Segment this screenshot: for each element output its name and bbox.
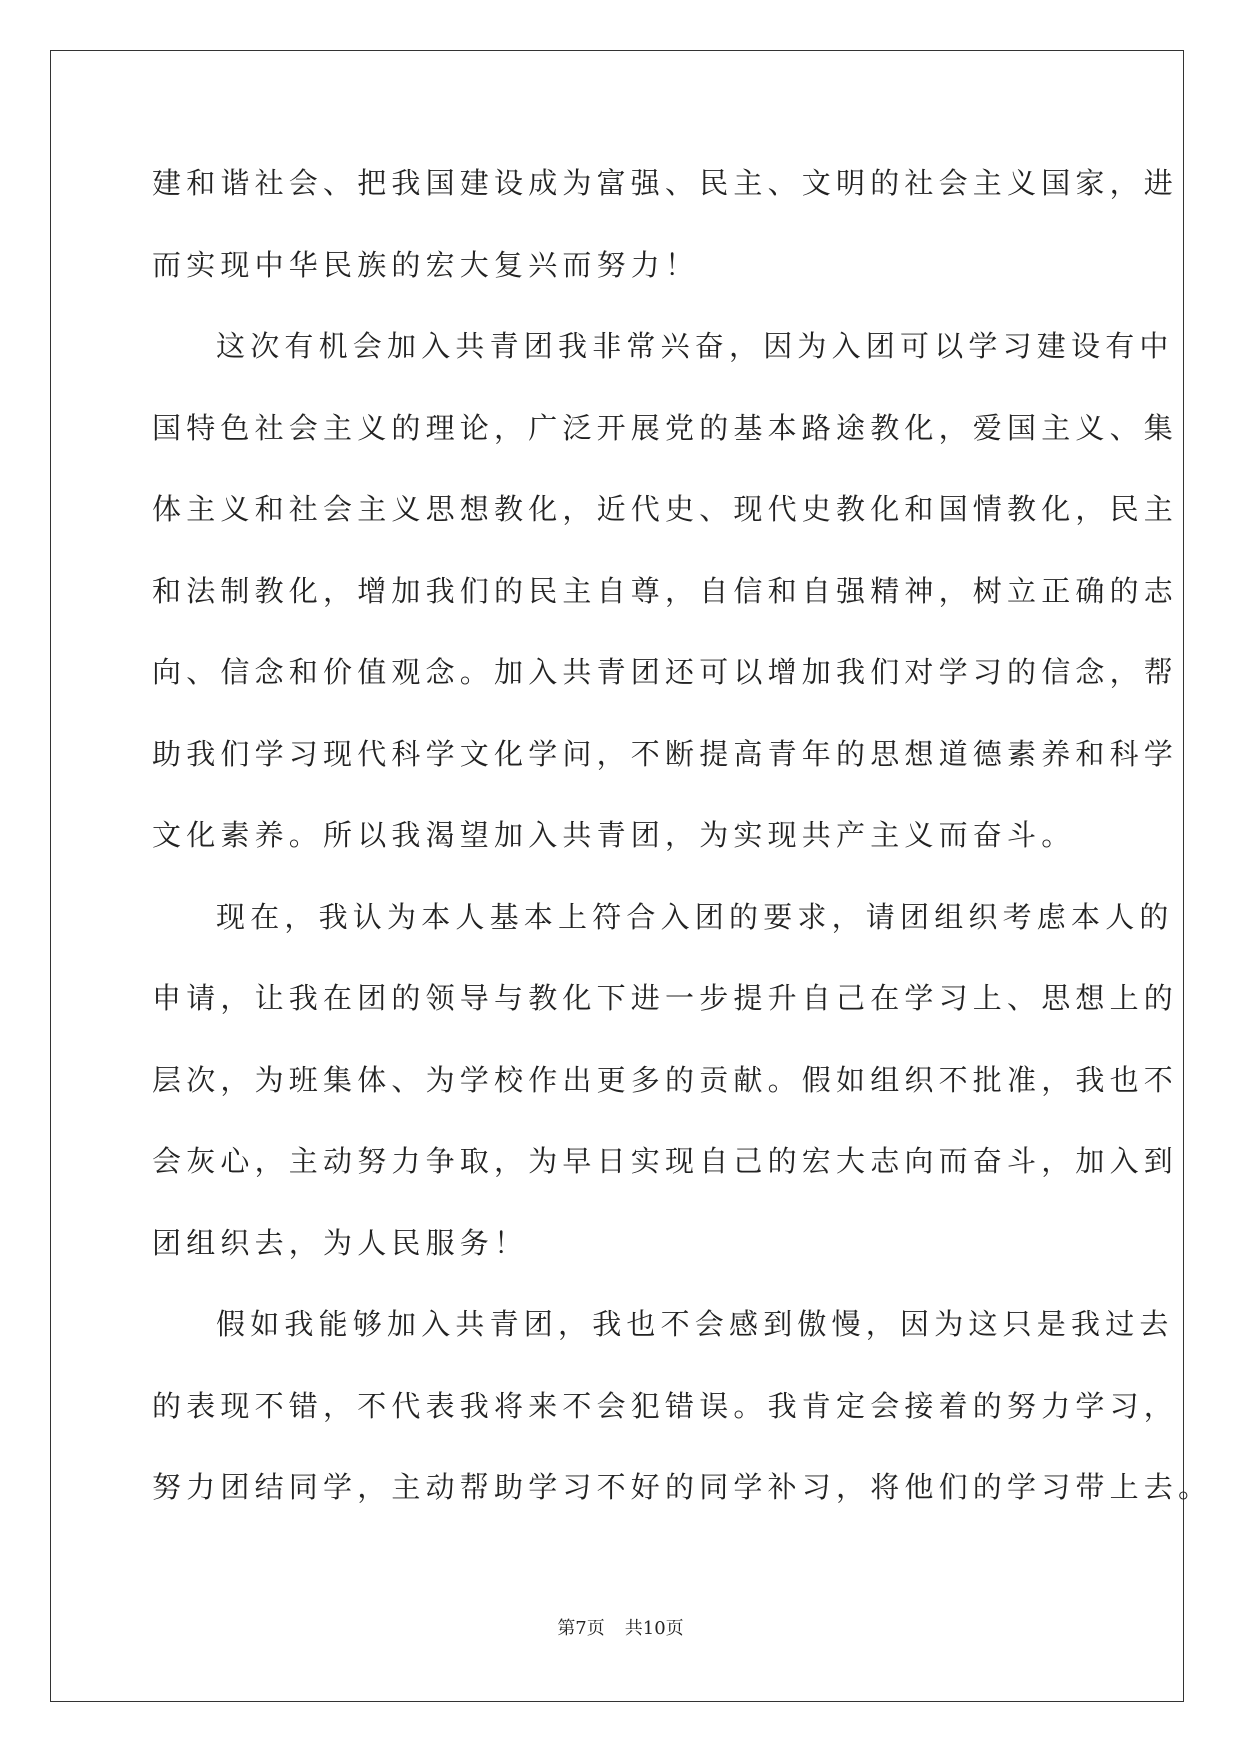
text-line: 会灰心，主动努力争取，为早日实现自己的宏大志向而奋斗，加入到 — [152, 1144, 1179, 1178]
text-line: 国特色社会主义的理论，广泛开展党的基本路途教化，爱国主义、集 — [152, 410, 1179, 445]
text-line: 文化素养。所以我渴望加入共青团，为实现共产主义而奋斗。 — [152, 818, 1076, 852]
text-line: 建和谐社会、把我国建设成为富强、民主、文明的社会主义国家，进 — [152, 166, 1179, 200]
text-line: 的表现不错，不代表我将来不会犯错误。我肯定会接着的努力学习， — [152, 1388, 1179, 1423]
page-footer — [0, 1614, 1241, 1640]
page-number: 第7页 — [557, 1618, 605, 1639]
page-total: 共10页 — [624, 1618, 684, 1639]
document-body — [152, 163, 1213, 1549]
text-line: 申请，让我在团的领导与教化下进一步提升自己在学习上、思想上的 — [152, 981, 1179, 1015]
text-line: 而实现中华民族的宏大复兴而努力！ — [152, 247, 700, 282]
text-line: 这次有机会加入共青团我非常兴奋，因为入团可以学习建设有中 — [216, 329, 1174, 363]
text-line: 假如我能够加入共青团，我也不会感到傲慢，因为这只是我过去 — [216, 1307, 1174, 1341]
text-line: 向、信念和价值观念。加入共青团还可以增加我们对学习的信念，帮 — [152, 655, 1179, 689]
text-line: 努力团结同学，主动帮助学习不好的同学补习，将他们的学习带上去。 — [152, 1470, 1213, 1504]
text-line: 层次，为班集体、为学校作出更多的贡献。假如组织不批准，我也不 — [152, 1062, 1179, 1097]
text-line: 体主义和社会主义思想教化，近代史、现代史教化和国情教化，民主 — [152, 492, 1179, 526]
text-line: 现在，我认为本人基本上符合入团的要求，请团组织考虑本人的 — [216, 899, 1174, 934]
text-line: 助我们学习现代科学文化学问，不断提高青年的思想道德素养和科学 — [152, 736, 1179, 771]
text-line: 和法制教化，增加我们的民主自尊，自信和自强精神，树立正确的志 — [152, 573, 1179, 608]
text-line: 团组织去，为人民服务！ — [152, 1225, 529, 1260]
